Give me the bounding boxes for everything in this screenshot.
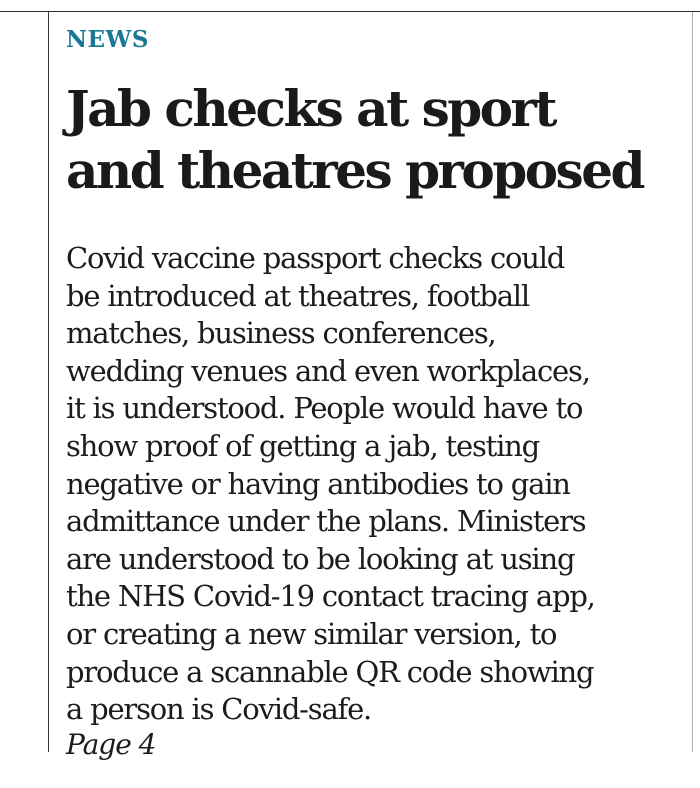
body-line: Covid vaccine passport checks could — [66, 241, 565, 275]
body-line: show proof of getting a jab, testing — [66, 428, 539, 463]
body-line: the NHS Covid-19 contact tracing app, — [66, 579, 595, 614]
article-body — [66, 240, 692, 729]
headline-line: and theatres proposed — [66, 141, 643, 200]
body-line: it is understood. People would have to — [66, 391, 583, 426]
body-line: admittance under the plans. Ministers — [66, 504, 586, 539]
section-kicker: NEWS — [66, 26, 149, 53]
page-reference: Page 4 — [66, 728, 156, 761]
body-line: a person is Covid-safe. — [66, 692, 372, 727]
top-rule — [0, 11, 700, 12]
body-line: are understood to be looking at using — [66, 541, 575, 576]
right-edge-rule — [692, 12, 693, 752]
column-divider — [48, 12, 49, 752]
body-line: produce a scannable QR code showing — [66, 654, 594, 689]
body-line: be introduced at theatres, football — [66, 278, 529, 313]
headline-line: Jab checks at sport — [66, 79, 555, 138]
body-line: matches, business conferences, — [66, 316, 496, 351]
headline — [66, 78, 692, 202]
body-line: or creating a new similar version, to — [66, 616, 557, 651]
body-line: negative or having antibodies to gain — [66, 466, 570, 501]
body-line: wedding venues and even workplaces, — [66, 353, 590, 388]
